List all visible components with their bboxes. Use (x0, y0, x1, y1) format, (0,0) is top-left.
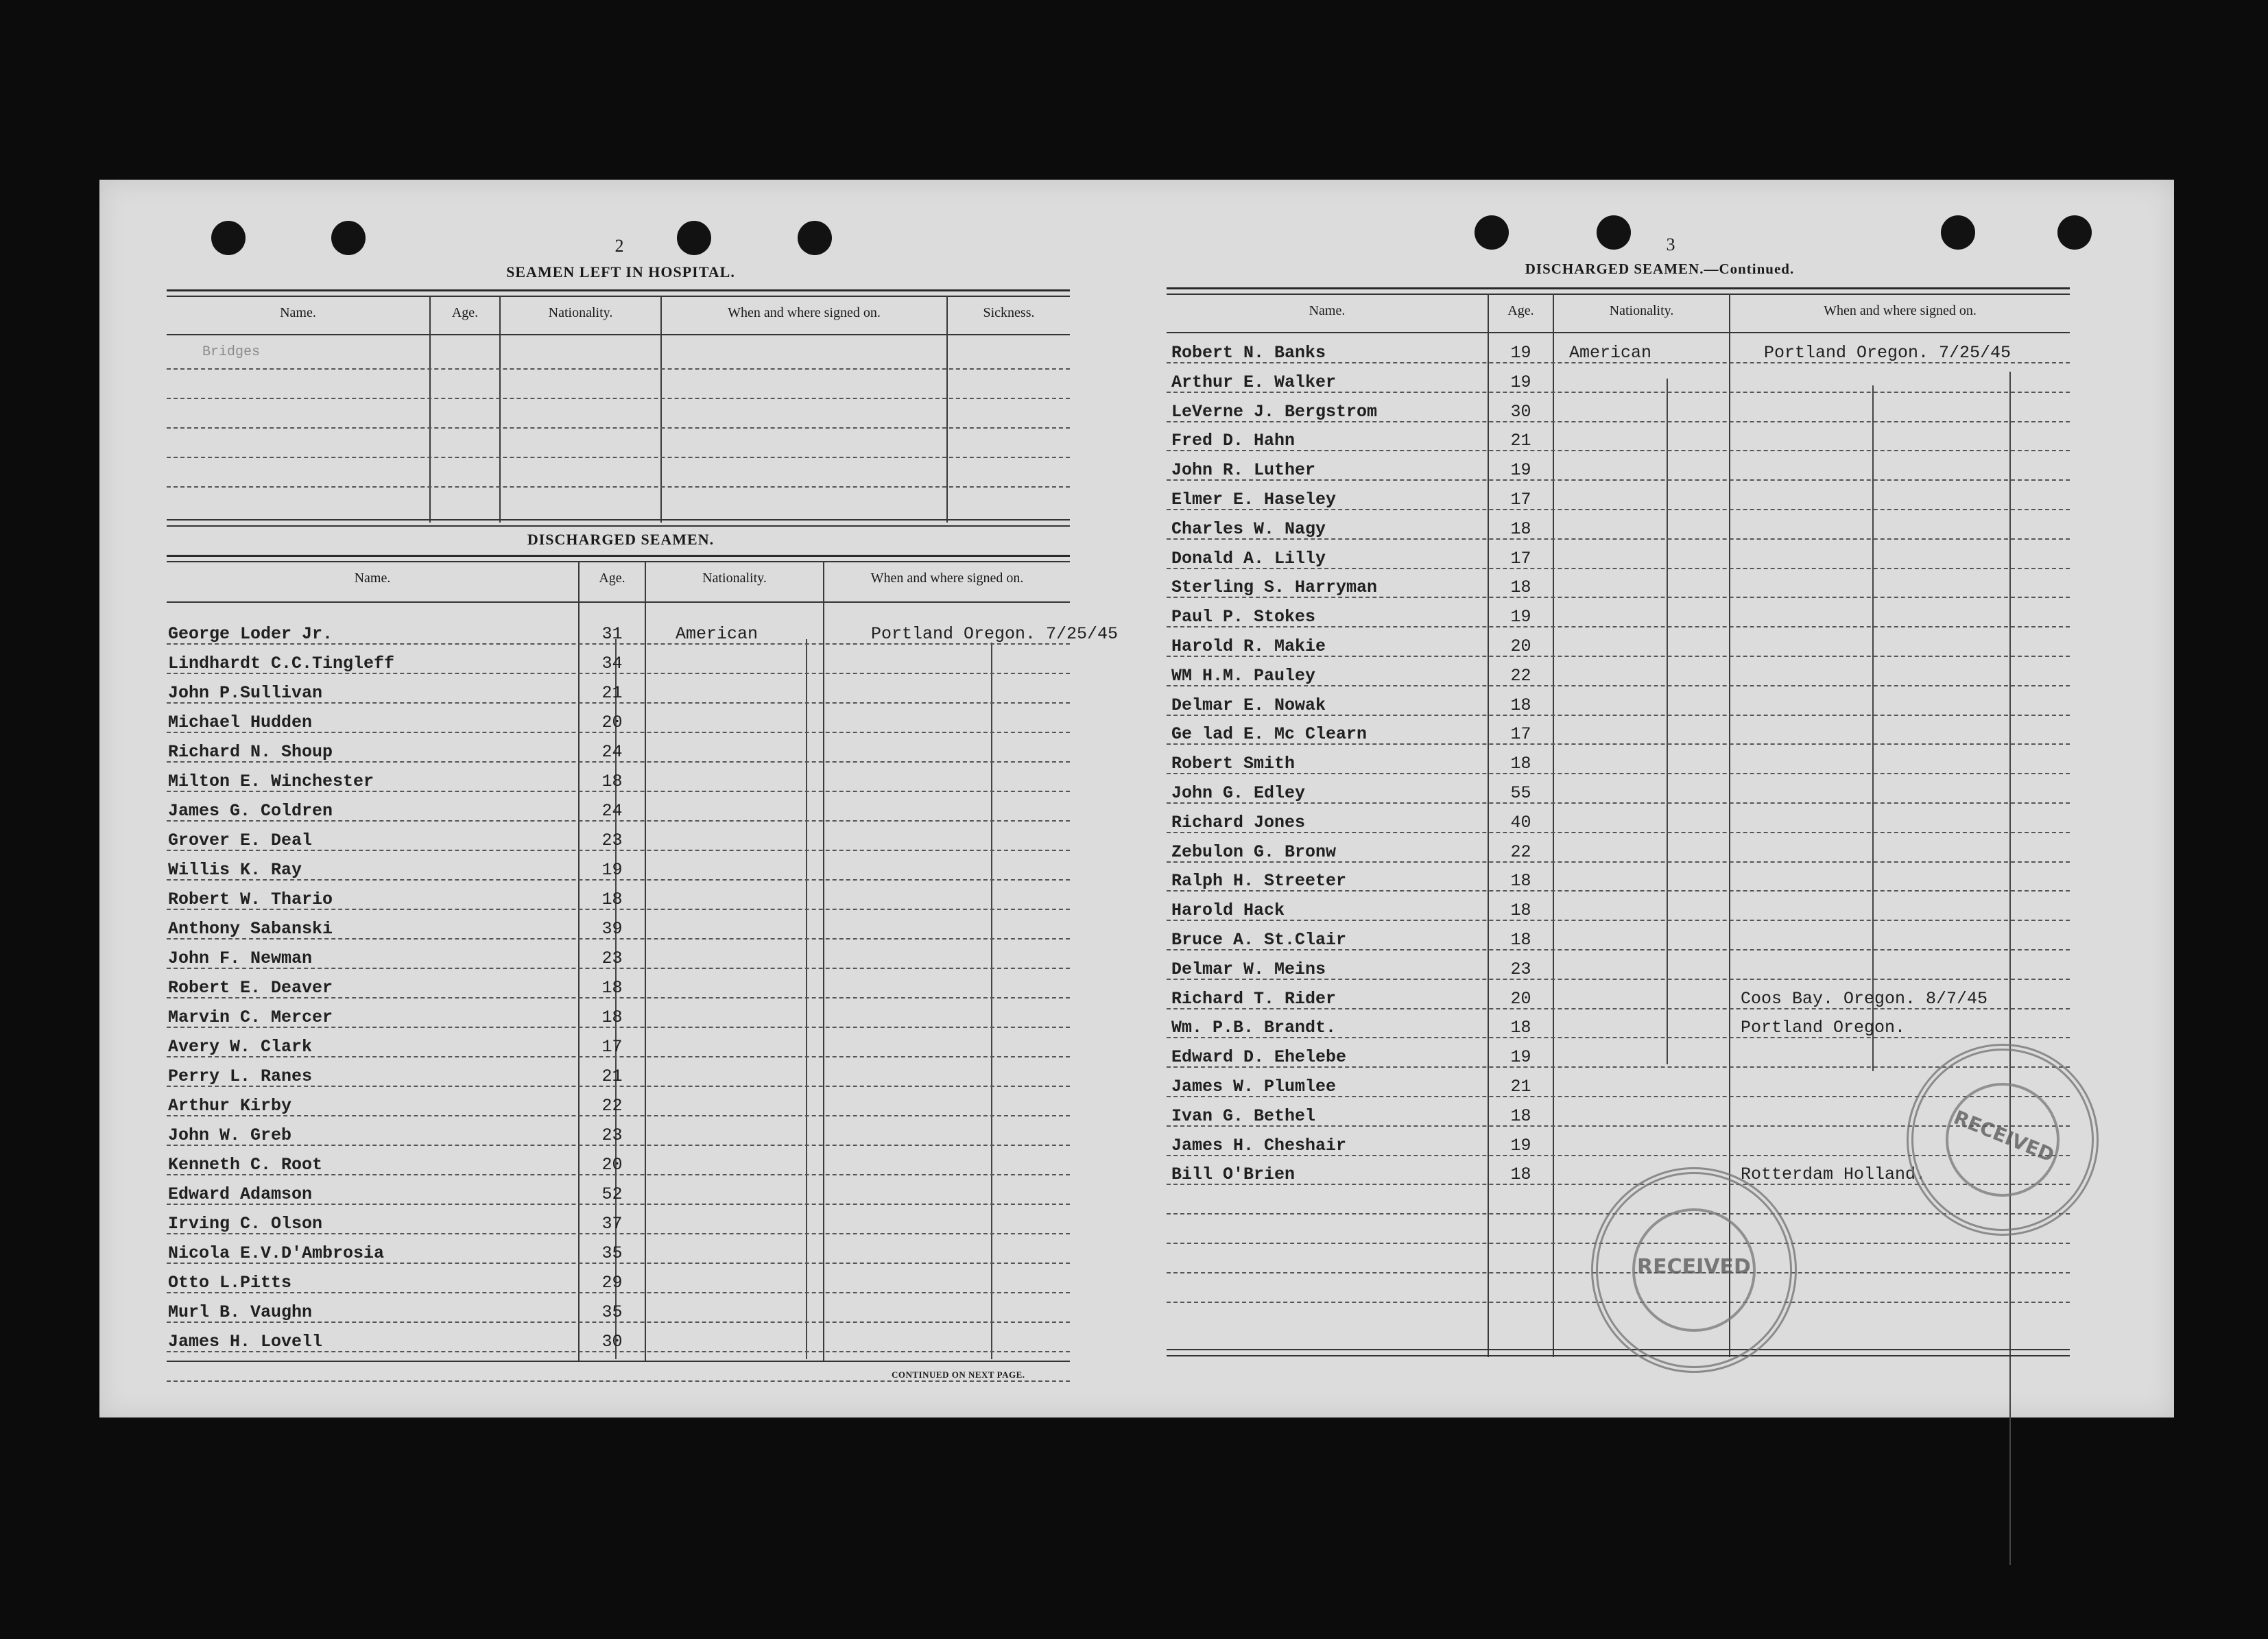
seaman-name: James G. Coldren (168, 801, 333, 821)
ruled-line (1167, 450, 2070, 451)
col-header-age: Age. (451, 305, 479, 320)
table-rule (1167, 1355, 2070, 1356)
seaman-age: 19 (1510, 1047, 1531, 1068)
stamp-text: RECEIVED (1950, 1105, 2058, 1167)
col-header-nationality: Nationality. (702, 571, 767, 586)
seaman-age: 19 (1510, 460, 1531, 481)
seaman-age: 34 (601, 654, 623, 673)
punch-hole (2057, 215, 2092, 250)
seaman-age: 17 (1510, 548, 1531, 569)
seaman-name: Bruce A. St.Clair (1171, 930, 1347, 950)
column-divider (946, 296, 948, 523)
seaman-age: 23 (601, 1125, 623, 1145)
ruled-line (167, 486, 1070, 488)
received-stamp (1591, 1167, 1797, 1373)
seaman-age: 31 (601, 624, 623, 644)
seaman-age: 21 (601, 683, 623, 703)
column-divider (645, 562, 646, 1361)
seaman-age: 24 (601, 801, 623, 821)
ditto-line (806, 639, 807, 1359)
seaman-name: Elmer E. Haseley (1171, 490, 1337, 510)
seaman-signed-on: Coos Bay. Oregon. 8/7/45 (1741, 988, 1988, 1009)
seaman-name: Paul P. Stokes (1171, 607, 1316, 627)
seaman-age: 18 (601, 889, 623, 909)
table-rule (167, 334, 1070, 335)
seaman-signed-on: Portland Oregon. 7/25/45 (871, 624, 1119, 644)
seaman-name: Delmar E. Nowak (1171, 695, 1326, 715)
col-header-nationality: Nationality. (548, 305, 613, 320)
seaman-age: 22 (1510, 841, 1531, 862)
seaman-name: Robert E. Deaver (168, 978, 333, 998)
seaman-name: Delmar W. Meins (1171, 959, 1326, 979)
seaman-name: Charles W. Nagy (1171, 518, 1326, 539)
seaman-age: 17 (1510, 724, 1531, 745)
seaman-age: 35 (601, 1243, 623, 1263)
seaman-name: Kenneth C. Root (168, 1155, 323, 1175)
seaman-name: George Loder Jr. (168, 624, 333, 644)
seaman-age: 19 (1510, 1135, 1531, 1156)
seaman-age: 23 (1510, 959, 1531, 979)
seaman-age: 17 (1510, 490, 1531, 510)
seaman-name: James W. Plumlee (1171, 1077, 1337, 1097)
seaman-name: Zebulon G. Bronw (1171, 841, 1337, 862)
seaman-signed-on: Rotterdam Holland. (1741, 1164, 1926, 1185)
seaman-name: John G. Edley (1171, 783, 1306, 803)
hospital-title: SEAMEN LEFT IN HOSPITAL. (506, 263, 735, 280)
table-rule (1167, 1349, 2070, 1350)
ruled-line (167, 427, 1070, 429)
continued-note: CONTINUED ON NEXT PAGE. (892, 1369, 1025, 1380)
right-page (1138, 180, 2174, 1417)
seaman-name: WM H.M. Pauley (1171, 665, 1316, 686)
seaman-name: Ge lad E. Mc Clearn (1171, 724, 1368, 745)
seaman-nationality: American (1569, 343, 1652, 363)
seaman-name: Harold Hack (1171, 900, 1285, 921)
seaman-name: Milton E. Winchester (168, 771, 374, 791)
discharged-title: DISCHARGED SEAMEN. (527, 531, 715, 548)
seaman-name: Wm. P.B. Brandt. (1171, 1018, 1337, 1038)
seaman-name: Marvin C. Mercer (168, 1007, 333, 1027)
seaman-name: Richard N. Shoup (168, 742, 333, 762)
seaman-age: 19 (1510, 607, 1531, 627)
seaman-age: 18 (1510, 1164, 1531, 1185)
seaman-nationality: American (676, 624, 759, 644)
col-header-nationality: Nationality. (1609, 303, 1674, 318)
col-header-name: Name. (1309, 303, 1346, 318)
ditto-line (991, 643, 992, 1359)
seaman-age: 18 (601, 978, 623, 998)
seaman-name: James H. Cheshair (1171, 1135, 1347, 1156)
seaman-name: Otto L.Pitts (168, 1273, 292, 1293)
column-divider (823, 562, 824, 1361)
col-header-signed-on: When and where signed on. (870, 571, 1024, 586)
seaman-name: Richard Jones (1171, 812, 1306, 833)
seaman-age: 18 (601, 1007, 623, 1027)
seaman-name: Perry L. Ranes (168, 1066, 313, 1086)
seaman-age: 21 (1510, 431, 1531, 451)
seaman-age: 39 (601, 919, 623, 939)
punch-hole (211, 221, 246, 255)
seaman-age: 18 (1510, 577, 1531, 598)
stamp-text: RECEIVED (1637, 1255, 1751, 1279)
seaman-age: 22 (1510, 665, 1531, 686)
seaman-age: 20 (601, 713, 623, 732)
seaman-age: 18 (1510, 900, 1531, 921)
ruled-line (167, 1380, 1070, 1382)
seaman-name: Robert W. Thario (168, 889, 333, 909)
col-header-age: Age. (599, 571, 625, 586)
seaman-name: Anthony Sabanski (168, 919, 333, 939)
seaman-age: 18 (601, 771, 623, 791)
seaman-age: 19 (1510, 343, 1531, 363)
seaman-age: 40 (1510, 812, 1531, 833)
seaman-age: 29 (601, 1273, 623, 1293)
seaman-age: 19 (601, 860, 623, 880)
table-rule (167, 296, 1070, 297)
table-rule (167, 601, 1070, 603)
punch-hole (331, 221, 366, 255)
seaman-age: 22 (601, 1096, 623, 1116)
seaman-name: Robert N. Banks (1171, 343, 1326, 363)
seaman-name: Edward Adamson (168, 1184, 313, 1204)
seaman-name: Ralph H. Streeter (1171, 871, 1347, 892)
seaman-name: Grover E. Deal (168, 830, 313, 850)
seaman-age: 30 (601, 1332, 623, 1352)
hospital-faint-entry: Bridges (202, 344, 261, 360)
seaman-name: Irving C. Olson (168, 1214, 323, 1234)
punch-hole (1941, 215, 1975, 250)
col-header-signed-on: When and where signed on. (1824, 303, 1977, 318)
seaman-age: 18 (1510, 518, 1531, 539)
column-divider (660, 296, 662, 523)
seaman-name: Michael Hudden (168, 713, 313, 732)
seaman-name: Sterling S. Harryman (1171, 577, 1378, 598)
seaman-name: Harold R. Makie (1171, 636, 1326, 656)
column-divider (1553, 294, 1554, 1357)
seaman-age: 20 (1510, 636, 1531, 656)
seaman-age: 30 (1510, 401, 1531, 422)
column-divider (499, 296, 501, 523)
seaman-signed-on: Portland Oregon. (1741, 1018, 1906, 1038)
seaman-name: LeVerne J. Bergstrom (1171, 401, 1378, 422)
punch-hole (798, 221, 832, 255)
table-rule (1167, 332, 2070, 333)
seaman-name: Lindhardt C.C.Tingleff (168, 654, 395, 673)
table-rule (167, 555, 1070, 557)
seaman-age: 18 (1510, 1018, 1531, 1038)
seaman-age: 20 (1510, 988, 1531, 1009)
discharged-continued-title: DISCHARGED SEAMEN.—Continued. (1525, 261, 1795, 277)
ditto-line (2009, 372, 2011, 1565)
seaman-name: Avery W. Clark (168, 1037, 313, 1057)
seaman-name: Fred D. Hahn (1171, 431, 1296, 451)
col-header-sickness: Sickness. (983, 305, 1035, 320)
col-header-name: Name. (354, 571, 391, 586)
seaman-age: 21 (1510, 1077, 1531, 1097)
seaman-age: 23 (601, 948, 623, 968)
seaman-signed-on: Portland Oregon. 7/25/45 (1764, 343, 2012, 363)
punch-hole (1475, 215, 1509, 250)
seaman-name: Donald A. Lilly (1171, 548, 1326, 569)
seaman-name: James H. Lovell (168, 1332, 323, 1352)
seaman-age: 20 (601, 1155, 623, 1175)
seaman-name: John R. Luther (1171, 460, 1316, 481)
seaman-age: 52 (601, 1184, 623, 1204)
seaman-name: Arthur E. Walker (1171, 372, 1337, 392)
seaman-age: 24 (601, 742, 623, 762)
seaman-age: 55 (1510, 783, 1531, 803)
seaman-age: 35 (601, 1302, 623, 1322)
seaman-name: Nicola E.V.D'Ambrosia (168, 1243, 385, 1263)
received-stamp (1878, 1015, 2128, 1265)
punch-hole (1597, 215, 1631, 250)
seaman-age: 19 (1510, 372, 1531, 392)
seaman-age: 37 (601, 1214, 623, 1234)
seaman-name: John F. Newman (168, 948, 313, 968)
seaman-name: John W. Greb (168, 1125, 292, 1145)
seaman-age: 18 (1510, 695, 1531, 715)
ruled-line (1167, 920, 2070, 921)
ditto-line (1667, 379, 1668, 1064)
ruled-line (167, 457, 1070, 458)
seaman-name: Ivan G. Bethel (1171, 1105, 1316, 1126)
seaman-age: 17 (601, 1037, 623, 1057)
document-sheet (99, 180, 2174, 1417)
seaman-name: John P.Sullivan (168, 683, 323, 703)
col-header-age: Age. (1507, 303, 1534, 318)
page-number: 2 (614, 236, 624, 256)
seaman-age: 21 (601, 1066, 623, 1086)
table-rule (167, 525, 1070, 527)
seaman-name: Murl B. Vaughn (168, 1302, 313, 1322)
ditto-line (1872, 385, 1874, 1071)
col-header-name: Name. (280, 305, 316, 320)
ruled-line (167, 368, 1070, 370)
table-rule (167, 1361, 1070, 1362)
table-rule (167, 289, 1070, 291)
table-rule (167, 561, 1070, 562)
seaman-age: 18 (1510, 754, 1531, 774)
left-page (99, 180, 1138, 1417)
ruled-line (1167, 773, 2070, 774)
column-divider (429, 296, 431, 523)
seaman-age: 23 (601, 830, 623, 850)
table-rule (167, 519, 1070, 521)
seaman-age: 18 (1510, 1105, 1531, 1126)
ruled-line (167, 398, 1070, 399)
seaman-name: Edward D. Ehelebe (1171, 1047, 1347, 1068)
col-header-signed-on: When and where signed on. (728, 305, 881, 320)
table-rule (1167, 287, 2070, 289)
table-rule (1167, 294, 2070, 295)
page-number: 3 (1666, 235, 1675, 254)
seaman-name: Richard T. Rider (1171, 988, 1337, 1009)
seaman-age: 18 (1510, 871, 1531, 892)
seaman-name: Willis K. Ray (168, 860, 302, 880)
seaman-age: 18 (1510, 930, 1531, 950)
punch-hole (677, 221, 711, 255)
seaman-name: Robert Smith (1171, 754, 1296, 774)
seaman-name: Bill O'Brien (1171, 1164, 1296, 1185)
seaman-name: Arthur Kirby (168, 1096, 292, 1116)
